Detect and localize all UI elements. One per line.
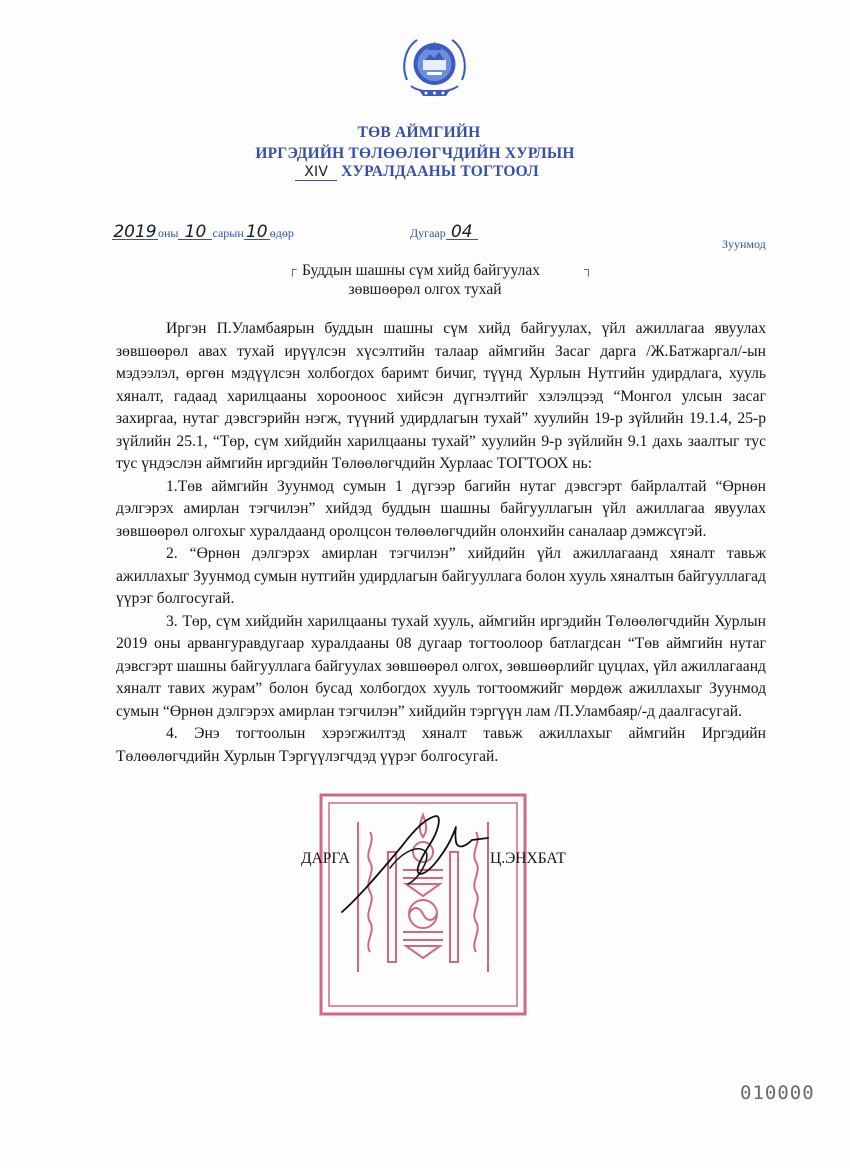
- signatory-name: Ц.ЭНХБАТ: [490, 850, 566, 867]
- number-label: Дугаар: [410, 226, 446, 240]
- subject-line-2: зөвшөөрөл олгох тухай: [348, 281, 502, 298]
- session-number: XIV: [295, 164, 337, 181]
- number-field: [410, 222, 478, 242]
- date-field: [112, 222, 294, 242]
- resolution-body: [116, 318, 766, 768]
- date-year-label: оны: [158, 226, 179, 240]
- heading-aimag: ТӨВ АЙМГИЙН: [357, 124, 481, 141]
- body-paragraph-1: 1.Төв аймгийн Зуунмод сумын 1 дүгээр багийн нутаг дэвсгэрт байрлалтай “Өрнөн дэлгэрэх амирлан тэгчилэн” хийдэд буддын шашны байгууллагын үйл ажиллагаа явуулах зөвшөөрөл олгохыг хуралдаанд оролцсон төлөөлөгчдийн олонхийн саналаар дэмжсүгэй.: [116, 477, 766, 540]
- heading-council: ИРГЭДИЙН ТӨЛӨӨЛӨГЧДИЙН ХУРЛЫН: [255, 145, 575, 162]
- date-day: 10: [244, 225, 270, 240]
- subject-line-1: Буддын шашны сүм хийд байгуулах: [302, 262, 540, 279]
- date-month: 10: [178, 225, 212, 240]
- state-emblem-icon: [397, 30, 472, 102]
- signatory-title: ДАРГА: [301, 850, 350, 867]
- body-paragraph-preamble: Иргэн П.Уламбаярын буддын шашны сүм хийд байгуулах, үйл ажиллагаа явуулах зөвшөөрөл авах тухай ирүүлсэн хүсэлтийн талаар аймгийн Засаг дарга /Ж.Батжаргал/-ын мэдээлэл, өргөн мэдүүлсэн холбогдох баримт бичиг, түүнд Хурлын Нутгийн удирдлага, хууль хяналт, гадаад харилцааны хорооноос хийсэн дүгнэлтийг хэлэлцээд “Монгол улсын засаг захиргаа, нутаг дэвсгэрийн нэгж, түүний удирдлагын тухай” хуулийн 19-р зүйлийн 19.1.4, 25-р зүйлийн 25.1, “Төр, сүм хийдийн харилцааны тухай” хуулийн 9-р зүйлийн 9.1 дахь заалтыг тус тус үндэслэн аймгийн иргэдийн Төлөөлөгчдийн Хурлаас ТОГТООХ нь:: [116, 320, 766, 472]
- serial-number: 010000: [740, 1082, 815, 1104]
- body-paragraph-2: 2. “Өрнөн дэлгэрэх амирлан тэгчилэн” хийдийн үйл ажиллагаанд хяналт тавьж ажиллахыг Зуунмод сумын нутгийн удирдлагын байгууллага болон хууль хяналтын байгууллагад үүрэг болгосугай.: [116, 545, 766, 607]
- resolution-number: 04: [446, 225, 478, 240]
- date-day-label: өдөр: [269, 226, 294, 240]
- body-paragraph-3: 3. Төр, сүм хийдийн харилцааны тухай хууль, аймгийн иргэдийн Төлөөлөгчдийн Хурлын 2019 оны арвангуравдугаар хуралдааны 08 дугаар тогтоолоор батлагдсан “Төв аймгийн нутаг дэвсгэрт шашны байгууллага байгуулах зөвшөөрөл олгох, зөвшөөрлийг цуцлах, үйл ажиллагаанд хяналт тавих журам” болон бусад холбогдох хууль тогтоомжийг мөрдөж ажиллахыг Зуунмод сумын “Өрнөн дэлгэрэх амирлан тэгчилэн” хийдийн тэргүүн лам /П.Уламбаяр/-д даалгасугай.: [116, 612, 766, 720]
- corner-mark-left: ┌: [288, 262, 297, 276]
- heading-resolution: [0, 163, 842, 181]
- handwritten-signature: [330, 808, 500, 918]
- place-name: Зуунмод: [722, 237, 766, 251]
- date-month-label: сарын: [212, 226, 244, 240]
- corner-mark-right: ┐: [584, 262, 593, 276]
- body-paragraph-4: 4. Энэ тогтоолын хэрэгжилтэд хяналт тавьж ажиллахыг аймгийн Иргэдийн Төлөөлөгчдийн Хурлын Тэргүүлэгчдэд үүрэг болгосугай.: [116, 725, 766, 765]
- heading-resolution-label: ХУРАЛДААНЫ ТОГТООЛ: [341, 163, 539, 180]
- date-year: 2019: [113, 222, 157, 242]
